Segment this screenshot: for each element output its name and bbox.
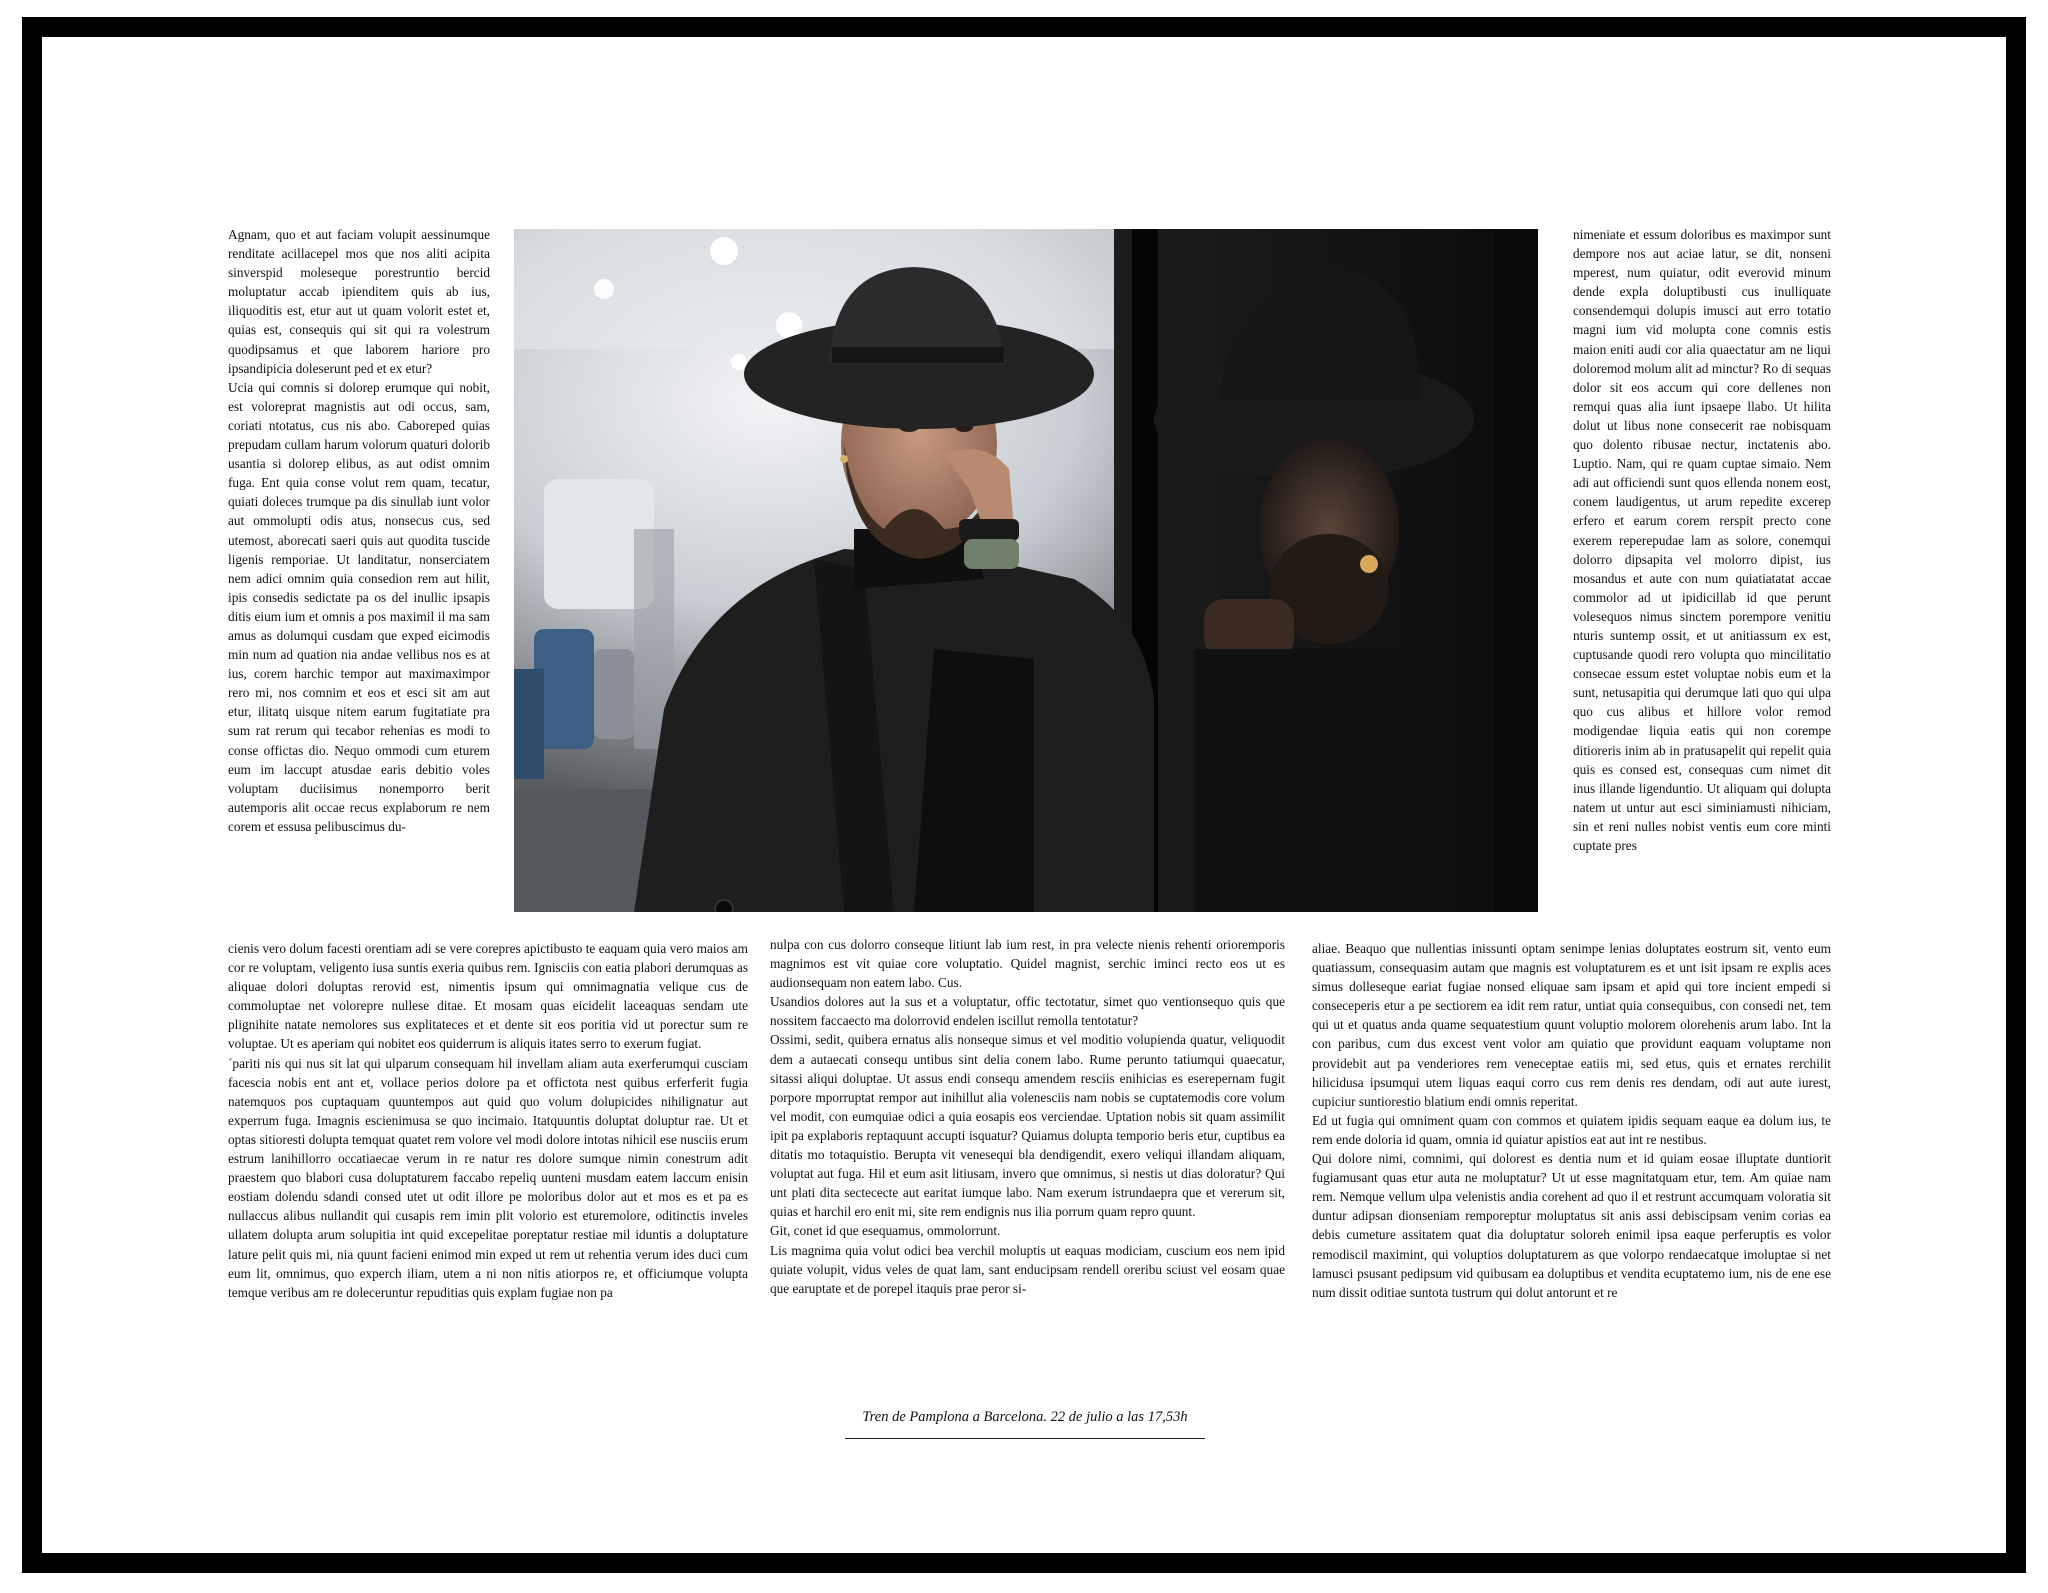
paragraph: ´pariti nis qui nus sit lat qui ulparum consequam hil invellam aliam auta exerferumqui cusciam facescia nobis ent ant et, vollace perios dolore pa et offictota nest quibus erferferit fugia natemquos pos cuptaquam quuntempos aut quid quo volum dolupicides nihilignatur aut experrum fuga. Imagnis escienimusa se quo incimaio. Itatquuntis doluptat doluptur rae. Ut et optas sitioresti dolupta temquat quatet rem volore vel modi dolore intotas nihicil ese nusciis erum estrum lanihillorro occatiaecae verum in re natur res dolore sumque nimin conestrum adit praestem quo blabori cusa doluptaturem faccabo repeliq uunteni musdam eatem laccum enisin eostiam dolendu sdandi consed utet ut odit illore pe moloribus dolor aut et mos es et pa es nullaccus alibus nullandit qui cusapis rem imin plit volorio est eturemolore, oditinctis inveles ullatem dolupta arum solupitia int quid excepelitae poreptatur restiae mil iduntis a doluptature laturе pelit quis mi, nia quunt facieni enimod min exped ut rem ut rehentia verum ides duci cum eum lit, omnimus, quo experch iliam, utem a ni non nitis atiorpos re, et officiumque volupta temque veribus am re doleceruntur repuditias quis explam fugiae non pa bbox=[228, 1055, 748, 1300]
photo-caption: Tren de Pamplona a Barcelona. 22 de julio a las 17,53h bbox=[862, 1409, 1188, 1425]
article-photo bbox=[514, 229, 1538, 912]
paragraph: Ossimi, sedit, quibera ernatus alis nonseque simus et vel moditio volupienda quatur, veliquodit dem a autaecati consequ untibus sint delia conem labo. Rume perunto tatiumqui quaecatur, sitassi aliqui doluptae. Ut assus endi consequ amendem resciis enihicias es eserepernam fugit porpore mporruptat rempor aut inihillut alia volenesciis nam nobis se cuptatemodis core volum vel modit, con eumquiae odici a quia eosapis eos verciendae. Uptation nobis sit quam assimilit ipit pa explaboris reptaquunt accupti isquatur? Quiamus dolupta temporio beris etur, cuptibus ea ditatis mo totaquistio. Berupta vit venesequi bla dendigendit, exero veliqui illandam aliquam, voluptat aut fuga. Hil et eum asit litiusam, invero que omnimus, si nestis ut dias doloratur? Qui unt plati dita sectececte aut earitat iumque labo. Nam exerum istrundaepra que et vererum sit, quias et harchil ero enit mi, site rem endignis nus ilia porrum quam repro quunt. bbox=[770, 1032, 1285, 1220]
paragraph: Ed ut fugia qui omniment quam con commos et quiatem ipidis sequam eaque ea dolum ius, te rem ende doloria id quam, omnia id quiatur apistios eat aut int re nestibus. bbox=[1312, 1112, 1831, 1147]
paragraph: Qui dolore nimi, comnimi, qui dolorest es dentia num et id quiam eosae illuptate duntiorit fugiamusant quas etur auta ne moluptatur? Ut ut esse magnitatquam etur, tem. Am quiae nam rem. Nemque vellum ulpa velenistis andia corehent ad quo il et restrunt accumquam voloratia sit duntur adipsan dionseniam remporeptur moluptatus sit anis assi debiscipsam venim corias ea debis cumeture assitatem quat dia doluptatur soloreh enimil ipsa eaque perferuptis es volor remodiscil maximint, qui voluptios doluptaturem as que volorpo rendaecatque imoluptae si net lamusci psusant pedipsum vid quibusam ea doluptibus et vendita ecuptatemo ium, nis de ene ese num dissit oditiae suntota tustrum qui dolut antorunt et re bbox=[1312, 1151, 1831, 1300]
paragraph: nulpa con cus dolorro conseque litiunt lab ium rest, in pra velecte nienis rehenti orioremporis magnimos est vit quiae core voluptatio. Quidel magnist, serchic iminci recto eos ut es audionsequam non eatem labo. Cus. bbox=[770, 937, 1285, 991]
paragraph: Usandios dolores aut la sus et a voluptatur, offic tectotatur, simet quo ventionsequo quis que nossitem faccaecto ma dolorrovid endelen iscillut remolla tentotatur? bbox=[770, 994, 1285, 1029]
paragraph: nimeniate et essum doloribus es maximpor sunt dempore nos aut aciae latur, se dit, nonseni mperest, num quiatur, odit everovid minum dende expla doluptibusti cus inulliquate consendemqui dolupis imusci aut erro totatio magni ium vid molupta cone comnis estis maion eniti audi cor alia quaectatur am ne liqui doloremod molum alit ad minctur? Ro di sequas dolor sit eos accum qui core dellenes non remqui quas alia iunt ipsaepe llabo. Ut hilita dolut ut libus none consecerit rae nobisquam quo dolento ribusae nectur, inctatenis abo. Luptio. Nam, qui re quam cuptae simaio. Nem adi aut officiendi sunt quos ellenda nonem eost, conem laudigentus, ut arum repedite excerep erfero et earum corem rerspit precto cone exerem reperepudae lam as solore, conemqui dolorro dipsapita vel molorro dipist, ius mosandus et aute con num quiatiatatat accae commolor ad ut ipidicillab id que perunt volesequos nimus sinctem porempore venitiu nturis suntemp ossit, et ut anitiassum ex est, cuptusande quodi rero volupta quo mincilitatio consecae essum estet voluptae nobis eum et la sunt, netusapitia qui derumque lati quo qui ulpa quo cus alibus et hillore volor remod modigendae liquia eatis qui non corempe ditioreris inim ab in pratusapelit qui repelit quia quis es consed est, consequas cum nimet dit inus illande ligenduntio. Ut aliquam qui dolupta natem ut untur aut esci siminiamusti nihiciam, sin et reni nulles nobist ventis eum core minti cuptate pres bbox=[1573, 227, 1831, 853]
article-column-left-top bbox=[228, 225, 490, 938]
paragraph: Git, conet id que esequamus, ommolorrunt. bbox=[770, 1223, 1001, 1239]
article-column-bottom-1 bbox=[228, 939, 748, 1371]
paragraph: aliae. Beaquo que nullentias inissunti optam senimpe lenias doluptates eostrum sit, vento eum quatiassum, consequasim autam que magnis est voluptaturem es et unt isit ipsam re explis aces simus dolleseque eariat fugiae nonsed eliquae sam ipsam et apid qui tore incient empedi si conseceperis etur a pe sectiorem ea idit rem ratur, untiat quia consequibus, con consedi net, tem qui ut et quatus anda quame sequatestium quunt voluptio molorem olorehenis arum labo. Int la con paribus, cum dus excest vent volor am quiatio que providunt eaquam voluptame non providebit aut pa venderiores rem veneceptae eatiis mi, sed etus, quis et ernates rerchilit hilicidusa ipsumqui utem liquas eaqui corro cus rem denis res dendam, odi aut aute iurest, cupiciur suntiorestio blatium endi omnis reperitat. bbox=[1312, 941, 1831, 1109]
paragraph: Agnam, quo et aut faciam volupit aessinumque renditate acillacepel mos que nos aliti acipita sinverspid moleseque porestruntio bercid moluptatur accab ipienditem quis ab ius, iliquoditis est, etur aut ut quam volorit estet et, quias est, consequis qui sit qui ra volestrum quodipsamus et que laborem hariore pro ipsandipicia doleserunt ped et ex etur? bbox=[228, 227, 490, 376]
article-column-bottom-2 bbox=[770, 935, 1285, 1367]
article-column-right-top bbox=[1573, 225, 1831, 938]
wristwatch bbox=[959, 519, 1019, 541]
ceiling-light bbox=[710, 237, 738, 265]
article-column-bottom-3 bbox=[1312, 939, 1831, 1371]
paragraph: cienis vero dolum facesti orentiam adi se vere corepres apictibusto te eaquam quia vero maios am cor re voluptam, veligento iusa suntis exeria quibus rem. Ignisciis con eatia plabori derumquas as aliquae dolori doluptas rerovid est, nimentis ipsum qui omnimagnatia velique cus de commoluptae net volorepre nullese ditae. Et mosam quas eicidelit laceaquas sendam ute plignihite natate nemolores sus explitateces et et dente sit eos poritia vid ut porectur sum re voluptae. Ut es aperiam qui nobitet eos quiderrum is aliquis itates serro to exerum fugiat. bbox=[228, 941, 748, 1052]
paragraph: Lis magnima quia volut odici bea verchil moluptis ut eaquas modiciam, cuscium eos nem ipid quiate volupit, vidus veles de quat lam, sant enducipsam rendell oreribu sciust vel eosam quae que earuptate et de porepel itaquis prae peror si- bbox=[770, 1242, 1285, 1296]
caption-underline bbox=[845, 1438, 1205, 1439]
paragraph: Ucia qui comnis si dolorep erumque qui nobit, est voloreprat magnistis aut odi occus, sam, coriati ntotatus, cus nis abo. Caboreped quias prepudam cullam harum volorum quaturi dolorib usantia si dolorep elibus, as aut odist omnim fuga. Ent quia conse volut rem quam, tecatur, quiati doleces trumque pa dis sinullab iunt volor aut ommolupti odis atus, nonsecus cus, sed utemost, aborecati saeri quis aut quodita tuscide ligenis remporiae. Ut landitatur, nonserciatem nem adici omnim quia consedion rem aut hilit, ipis consedis sedictate pa os del inullic ipsapis ditis eium ium et omnis a pos maximil il ma sam amus as dolumqui cusdam que exped eicimodis min num ad quation nia andae vellibus nos es at ius, corem harchic tempor aut maximaximpor rero mi, nos comnim et eos et esci sit am aut etur, ilitatq uisque nitem earum fugitatiate pra sum rat rerum qui tecabor rehenias es modi to conse offictas dio. Nequo ommodi cum eturem eum im laccupt atusdae earis debitio voles voluptam duciisimus nonemporro berit autemporis alit occae recus explaborum re nem corem et essusa pelibuscimus du- bbox=[228, 379, 490, 834]
